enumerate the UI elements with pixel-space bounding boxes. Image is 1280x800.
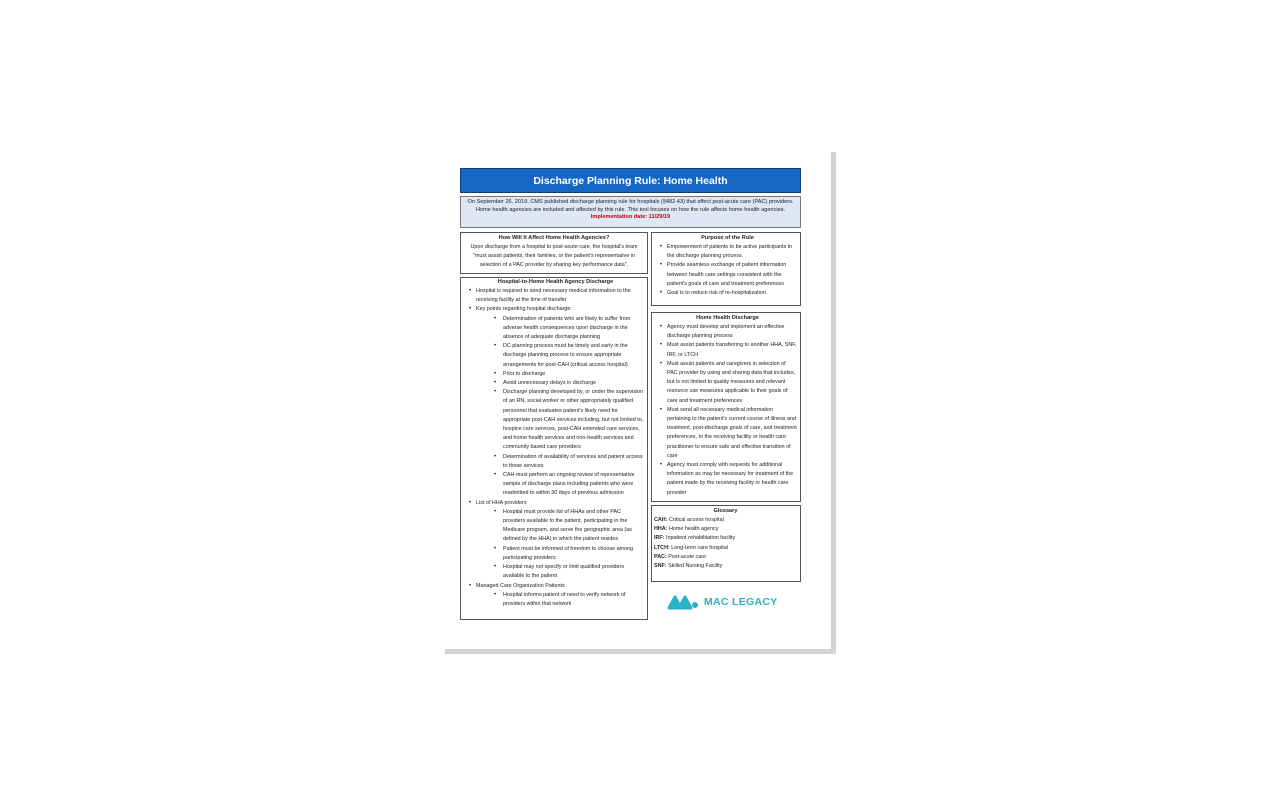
list-item: • DC planning process must be timely and early in the discharge planning process to ensure appropriate arrangements for post-CAH (critical access hospital) bbox=[503, 342, 644, 370]
list-item bbox=[476, 499, 644, 582]
intro-text: On September 26, 2019, CMS published discharge planning rule for hospitals (§482.43) that affect post-acute care (PAC) providers. Home health agencies are included and affected by this rule. This tool focuses on how the rule affects home health agencies. bbox=[467, 199, 794, 213]
logo-text: MAC LEGACY bbox=[704, 596, 778, 608]
list-item: • Goal is to reduce risk of re-hospitalization. bbox=[667, 289, 797, 298]
intro-box bbox=[460, 196, 801, 228]
list-item: • Discharge planning developed by, or under the supervision of an RN, social worker or other appropriately qualified personnel that evaluates patient's likely need for appropriate post-CAH services including, but not limited to, hospice care services, post-CAH extended care services, and home health services and non-health services and community based care providers bbox=[503, 388, 644, 452]
hhd-heading: Home Health Discharge bbox=[696, 315, 759, 321]
list-item: • Hospital informs patient of need to verify network of providers within that network bbox=[503, 591, 644, 609]
list-item: • CAH must perform an ongoing review of representative sample of discharge plans including patients who were readmitted to within 30 days of previous admission bbox=[503, 471, 644, 499]
glossary-entry: PAC: Post-acute care bbox=[654, 553, 707, 560]
hhd-list bbox=[658, 323, 797, 498]
list-item: • Agency must develop and implement an effective discharge planning process bbox=[667, 323, 797, 341]
logo-mark-icon bbox=[667, 594, 699, 610]
glossary-box bbox=[651, 505, 801, 582]
key-points-list bbox=[476, 315, 644, 499]
purpose-box bbox=[651, 232, 801, 306]
list-item: • Prior to discharge bbox=[503, 370, 644, 379]
hha-list bbox=[476, 508, 644, 582]
list-item: • Hospital must provide list of HHAs and other PAC providers available to the patient, participating in the Medicare program, and serve the geographic area (as defined by the HHA) in which the patient resides bbox=[503, 508, 644, 545]
hospital-to-hha-box bbox=[460, 277, 648, 620]
list-item: • Empowerment of patients to be active participants in the discharge planning process. bbox=[667, 243, 797, 261]
list-item: • Must assist patients and caregivers in selection of PAC provider by using and sharing data that includes, but is not limited to quality measures and relevant resource use measures applicable to their goals of care and treatment preferences bbox=[667, 360, 797, 406]
managed-care-label: Managed Care Organization Patients bbox=[476, 582, 565, 589]
glossary-entry: LTCH: Long-term care hospital bbox=[654, 544, 728, 551]
purpose-list bbox=[658, 243, 797, 298]
mac-legacy-logo bbox=[667, 592, 807, 612]
affect-box bbox=[460, 232, 648, 274]
glossary-entry: IRF: Inpatient rehabilitation facility bbox=[654, 535, 736, 542]
list-item: • Avoid unnecessary delays in discharge bbox=[503, 379, 644, 388]
list-item: • Determination of patients who are likely to suffer from adverse health consequences upon discharge in the absence of adequate discharge planning bbox=[503, 315, 644, 343]
list-item: • Provide seamless exchange of patient information between health care settings consistent with the patient's goals of care and treatment preferences bbox=[667, 261, 797, 289]
list-item: • Determination of availability of services and patient access to those services bbox=[503, 453, 644, 471]
list-item: • Patient must be informed of freedom to choose among participating providers bbox=[503, 545, 644, 563]
list-item: • Must assist patients transferring to another HHA, SNF, IRF, or LTCH bbox=[667, 341, 797, 359]
home-health-discharge-box bbox=[651, 312, 801, 502]
h2h-heading: Hospital-to-Home Health Agency Discharge bbox=[497, 279, 614, 285]
glossary-entry: CAH: Critical access hospital bbox=[654, 517, 724, 523]
document-title: Discharge Planning Rule: Home Health bbox=[460, 168, 801, 193]
list-item bbox=[476, 305, 644, 498]
affect-heading: How Will It Affect Home Health Agencies? bbox=[498, 235, 610, 241]
list-item bbox=[476, 582, 644, 610]
purpose-heading: Purpose of the Rule bbox=[701, 235, 754, 241]
managed-care-list bbox=[476, 591, 644, 609]
key-points-label: Key points regarding hospital discharge: bbox=[476, 306, 572, 313]
document-page bbox=[445, 147, 831, 649]
glossary-entry: HHA: Home health agency bbox=[654, 526, 719, 533]
affect-body: Upon discharge from a hospital to post-acute care, the hospital's team "must assist patients, their families, or the patient's representative in selection of a PAC provider by sharing key performance data". bbox=[470, 244, 638, 269]
list-item: • Hospital is required to send necessary medical information to the receiving facility at the time of transfer bbox=[476, 287, 644, 305]
list-item: • Must send all necessary medical information pertaining to the patient's current course of illness and treatment, post-discharge goals of care, and treatment preferences, to the receiving facility or health care practitioner to ensure safe and effective transition of care bbox=[667, 406, 797, 461]
h2h-list bbox=[467, 287, 644, 609]
hha-list-label: List of HHA providers bbox=[476, 499, 527, 506]
implementation-date: Implementation date: 11/29/19 bbox=[590, 214, 671, 221]
list-item: • Hospital may not specify or limit qualified providers available to the patient bbox=[503, 563, 644, 581]
glossary-heading: Glossary bbox=[713, 508, 738, 514]
list-item: • Agency must comply with requests for additional information as may be necessary for treatment of the patient made by the receiving facility or health care provider bbox=[667, 461, 797, 498]
glossary-entry: SNF: Skilled Nursing Facility bbox=[654, 563, 723, 570]
